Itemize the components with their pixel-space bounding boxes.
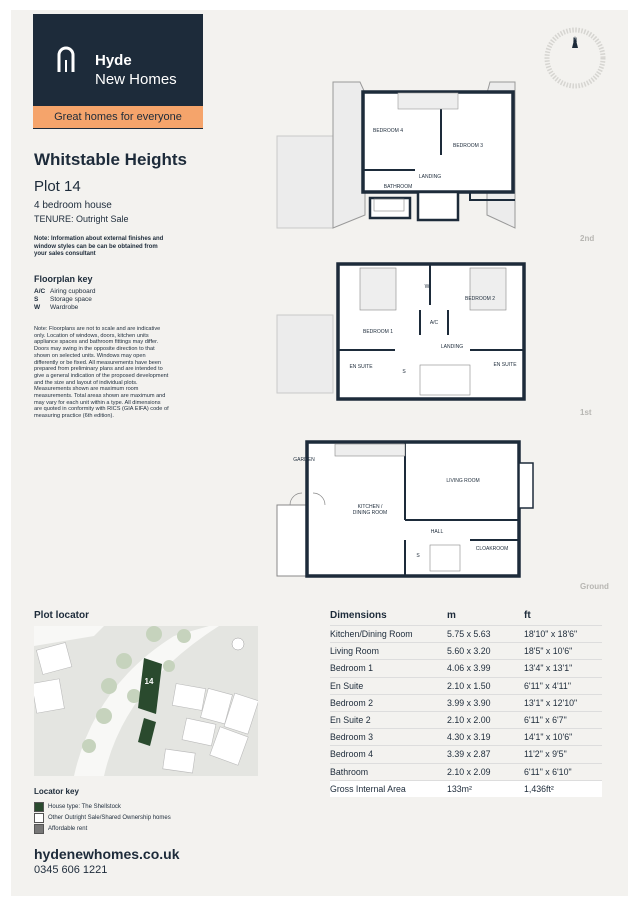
room-label-ensuite1: EN SUITE [349,364,373,370]
room-label-hall: HALL [430,529,444,535]
room-label-bedroom4: BEDROOM 4 [372,128,404,134]
swatch-affordable [34,824,44,834]
room-label-kitchen: KITCHEN / [357,504,383,510]
table-row: Living Room 5.60 x 3.20 18'5" x 10'6" [330,643,602,660]
plot-number: Plot 14 [34,178,81,195]
dimensions-table [330,608,602,797]
level-label-1st: 1st [580,408,592,417]
compass-label: N [572,38,578,44]
second-floor-plan [277,82,515,228]
room-label-w: W [424,284,430,290]
room-label-ensuite2: EN SUITE [493,362,517,368]
compass-icon [547,30,603,86]
room-label-s-g: S [416,553,420,559]
table-row: Bedroom 2 3.99 x 3.90 13'1" x 12'10" [330,694,602,711]
brand-tagline: Great homes for everyone [33,106,203,128]
room-label-bedroom1: BEDROOM 1 [362,329,394,335]
room-label-bathroom: BATHROOM [383,184,413,190]
key-row-s: S Storage space [34,296,92,303]
room-label-ac: A/C [429,320,439,326]
map-plot-number: 14 [144,677,154,686]
room-label-landing-2: LANDING [418,174,442,180]
room-label-garden: GARDEN [293,457,315,463]
col-header-room: Dimensions [330,610,387,621]
locator-key-other: Other Outright Sale/Shared Ownership homes [34,813,171,823]
level-label-ground: Ground [580,582,609,591]
locator-key-affordable: Affordable rent [34,824,87,834]
table-row: Bedroom 3 4.30 x 3.19 14'1" x 10'6" [330,729,602,746]
map-compass-icon [232,638,244,650]
plot-locator-map[interactable] [34,626,258,776]
logo-brand-name: Hyde [95,52,132,69]
key-row-ac: A/C Airing cupboard [34,288,96,295]
disclaimer-text: Note: Floorplans are not to scale and are indicative only. Location of windows, doors, kitchen units appliance spaces and bathroom fittings may differ. Doors may swing in the opposite direction to that shown on selected units. Windows may open differently or be fixed. All measurements have been prepared from preliminary plans and are intended to give a general indication of the proposed development and the size and layout of individual plots. Measurements shown are maximum room measurements. Total areas shown are maximum and may vary for each unit within a type. All dimensions are quoted in conformity with RICS (GIA EIFA) code of measuring practice (6th edition). [34,326,169,420]
room-label-bedroom3: BEDROOM 3 [452,143,484,149]
swatch-other [34,813,44,823]
gia-row: Gross Internal Area 133m² 1,436ft² [330,780,602,797]
tenure: TENURE: Outright Sale [34,214,129,224]
floorplan-key-heading: Floorplan key [34,274,93,284]
locator-key-heading: Locator key [34,787,79,796]
website-link[interactable]: hydenewhomes.co.uk [34,846,180,862]
development-title: Whitstable Heights [34,150,188,169]
table-row: Bedroom 1 4.06 x 3.99 13'4" x 13'1" [330,660,602,677]
phone-number[interactable]: 0345 606 1221 [34,864,108,876]
swatch-house-type [34,802,44,812]
table-row: Bathroom 2.10 x 2.09 6'11" x 6'10" [330,763,602,780]
table-row: En Suite 2.10 x 1.50 6'11" x 4'11" [330,677,602,694]
room-label-cloakroom: CLOAKROOM [475,546,509,552]
table-row: En Suite 2 2.10 x 2.00 6'11" x 6'7" [330,711,602,728]
first-floor-plan [277,264,524,399]
room-label-s-1: S [402,369,406,375]
room-label-living: LIVING ROOM [446,478,480,484]
key-row-w: W Wardrobe [34,304,79,311]
locator-key-house-type: House type: The Shellstock [34,802,121,812]
room-label-landing-1: LANDING [440,344,464,350]
col-header-ft: ft [524,610,531,621]
logo-brand-sub: New Homes [95,71,177,88]
table-row: Bedroom 4 3.39 x 2.87 11'2" x 9'5" [330,746,602,763]
room-label-bedroom2: BEDROOM 2 [464,296,496,302]
ground-floor-plan [277,442,533,576]
site-map [34,626,258,776]
level-label-2nd: 2nd [580,234,595,243]
col-header-m: m [447,610,456,621]
house-type: 4 bedroom house [34,200,112,211]
room-label-dining: DINING ROOM [352,510,388,516]
plot-locator-heading: Plot locator [34,610,90,621]
dimensions-header-row [330,608,602,626]
external-finish-note: Note: Information about external finishes and window styles can be can be obtained from your sales consultant [34,236,164,257]
table-row: Kitchen/Dining Room 5.75 x 5.63 18'10" x 18'6" [330,626,602,643]
